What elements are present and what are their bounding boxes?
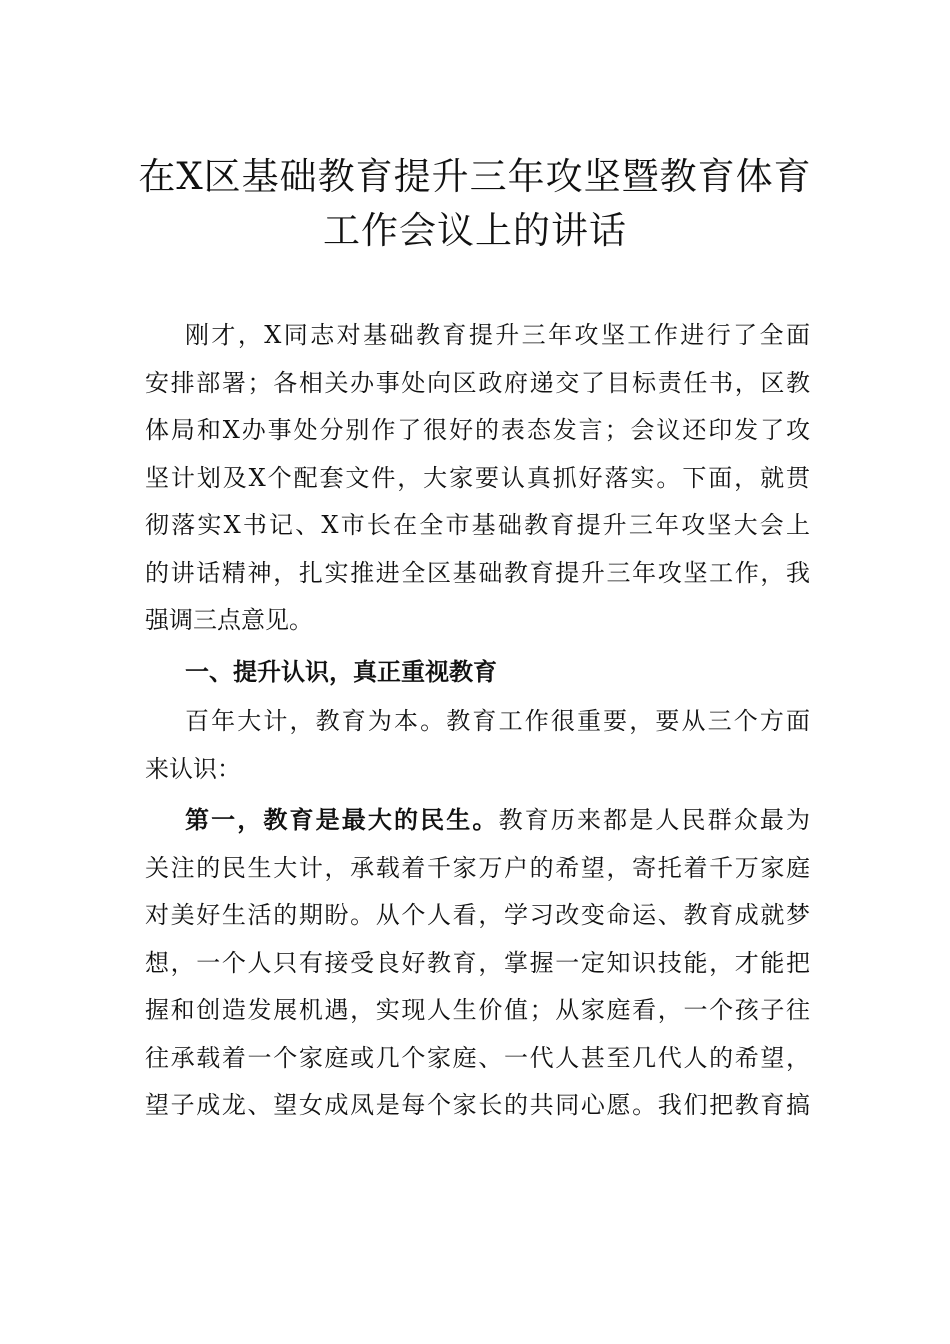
paragraph-1-line: 刚才，X同志对基础教育提升三年攻坚工作进行了全面 [185, 321, 810, 349]
paragraph-3-line: 想，一个人只有接受良好教育，掌握一定知识技能，才能把 [145, 948, 810, 977]
paragraph-1-line: 强调三点意见。 [145, 606, 313, 634]
paragraph-3-first-line [145, 796, 810, 845]
paragraph-1-line: 坚计划及X个配套文件，大家要认真抓好落实。下面，就贯 [145, 463, 810, 492]
title-line-2: 工作会议上的讲话 [323, 209, 627, 252]
paragraph-1-line: 彻落实X书记、X市长在全市基础教育提升三年攻坚大会上 [145, 511, 810, 539]
paragraph-1-line: 的讲话精神，扎实推进全区基础教育提升三年攻坚工作，我 [145, 558, 810, 587]
paragraph-2 [145, 698, 810, 793]
paragraph-3-first-line-rest: 教育历来都是人民群众最为 [498, 806, 810, 834]
paragraph-3 [145, 796, 810, 1130]
paragraph-3-line: 往承载着一个家庭或几个家庭、一代人甚至几代人的希望， [145, 1043, 810, 1072]
paragraph-1 [145, 312, 810, 645]
paragraph-3-line: 关注的民生大计，承载着千家万户的希望，寄托着千万家庭 [145, 853, 810, 882]
paragraph-3-line: 望子成龙、望女成凤是每个家长的共同心愿。我们把教育搞 [145, 1091, 810, 1119]
paragraph-3-line: 对美好生活的期盼。从个人看，学习改变命运、教育成就梦 [145, 901, 810, 929]
section-heading-1 [145, 648, 810, 696]
paragraph-2-line: 来认识： [145, 754, 241, 783]
paragraph-1-line: 安排部署；各相关办事处向区政府递交了目标责任书，区教 [145, 368, 810, 397]
document-body [145, 312, 810, 1130]
paragraph-3-line: 握和创造发展机遇，实现人生价值；从家庭看，一个孩子往 [145, 996, 810, 1024]
title-line-1: 在X区基础教育提升三年攻坚暨教育体育 [138, 155, 812, 198]
paragraph-1-line: 体局和X办事处分别作了很好的表态发言；会议还印发了攻 [145, 416, 810, 444]
document-title [120, 150, 830, 258]
paragraph-3-lead-bold: 第一，教育是最大的民生。 [185, 805, 499, 834]
section-heading-text: 一、提升认识，真正重视教育 [185, 656, 497, 686]
paragraph-2-line: 百年大计，教育为本。教育工作很重要，要从三个方面 [185, 707, 810, 735]
